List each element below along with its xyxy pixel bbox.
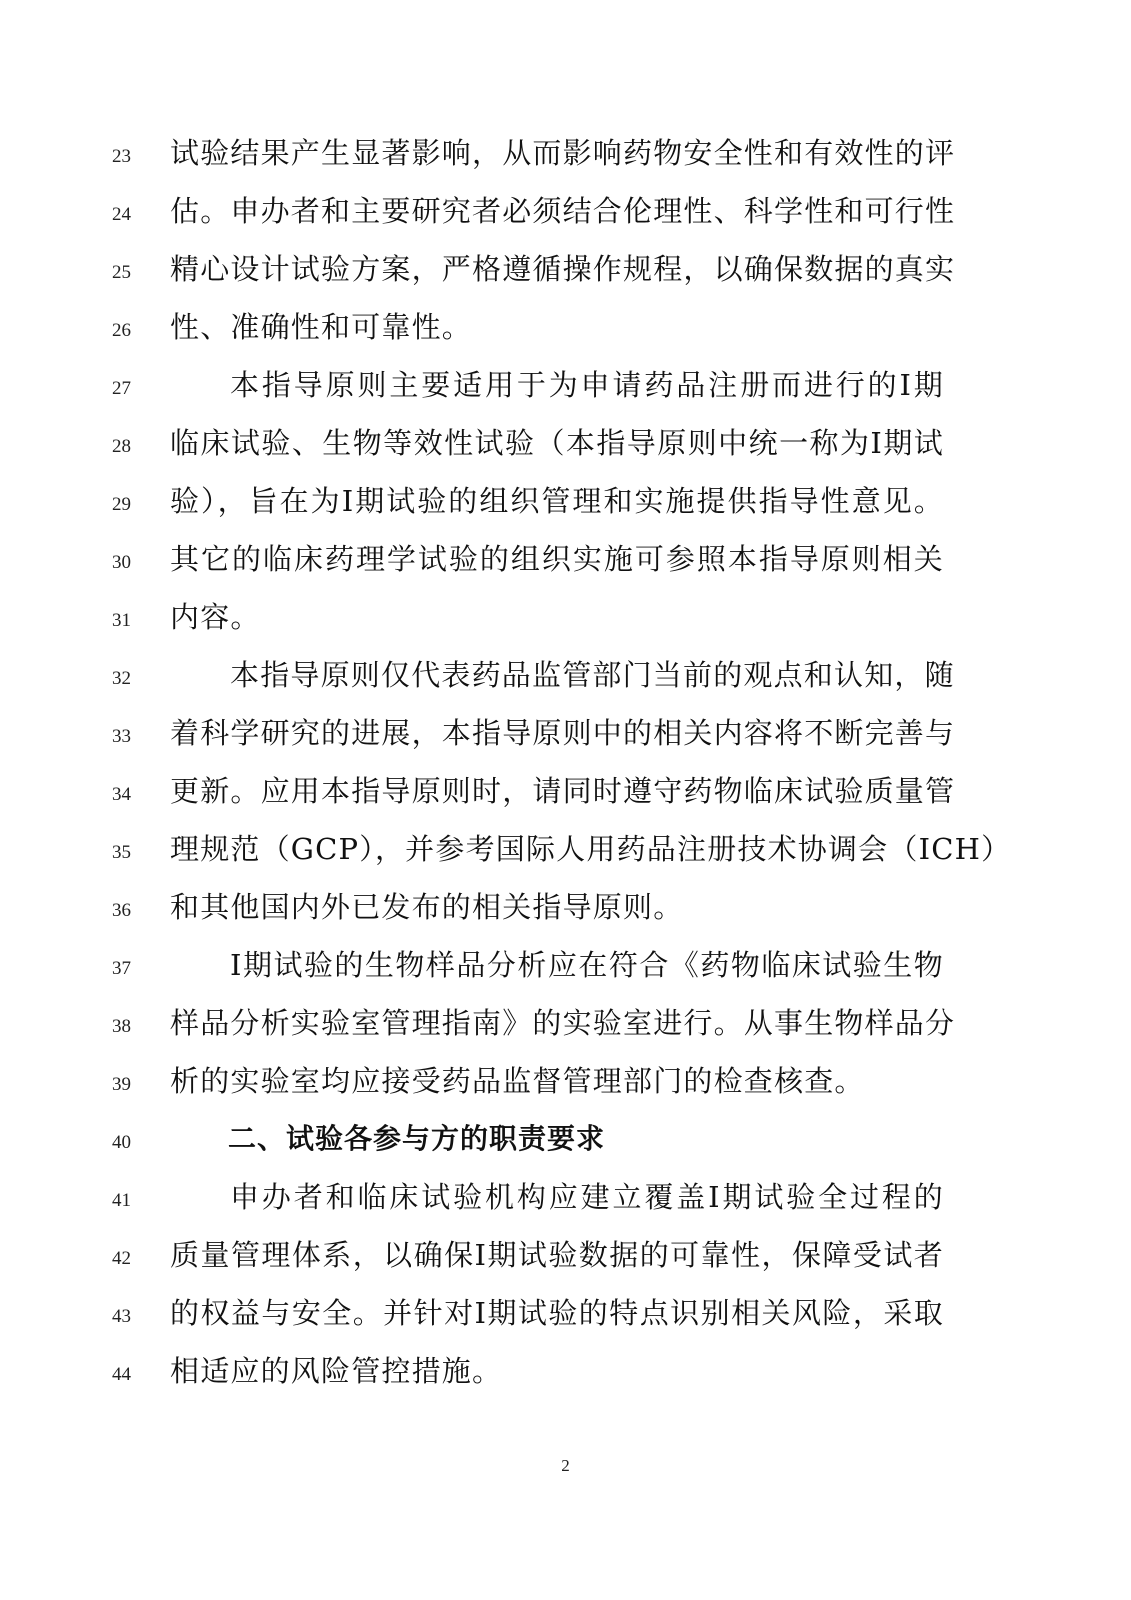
line-number: 44 [112,1364,131,1385]
line-number: 31 [112,610,131,631]
line-text: 精心设计试验方案，严格遵循操作规程，以确保数据的真实 [170,252,956,286]
text-line [0,821,1131,879]
text-line [0,705,1131,763]
section-heading: 二、试验各参与方的职责要求 [228,1122,606,1155]
text-line [0,937,1131,995]
line-number: 29 [112,494,131,515]
page-number: 2 [561,1456,570,1475]
line-number: 40 [112,1132,131,1153]
line-text: 估。申办者和主要研究者必须结合伦理性、科学性和可行性 [170,194,956,228]
text-line [0,1227,1131,1285]
line-text: 本指导原则主要适用于为申请药品注册而进行的Ⅰ期 [230,368,944,402]
line-number: 23 [112,146,131,167]
line-number: 39 [112,1074,131,1095]
line-text: 更新。应用本指导原则时，请同时遵守药物临床试验质量管 [170,774,956,808]
text-line [0,1169,1131,1227]
text-line [0,1343,1131,1401]
line-number: 41 [112,1190,131,1211]
text-line [0,357,1131,415]
line-number: 25 [112,262,131,283]
text-line [0,647,1131,705]
text-line [0,299,1131,357]
line-text: 内容。 [170,600,261,634]
text-line [0,1285,1131,1343]
line-number: 36 [112,900,131,921]
line-number: 32 [112,668,131,689]
line-number: 35 [112,842,131,863]
section-heading-line [0,1111,1131,1169]
line-number: 28 [112,436,131,457]
line-text: Ⅰ期试验的生物样品分析应在符合《药物临床试验生物 [230,948,944,982]
line-number: 24 [112,204,131,225]
line-number: 33 [112,726,131,747]
text-line [0,1053,1131,1111]
line-text: 验），旨在为Ⅰ期试验的组织管理和实施提供指导性意见。 [170,484,944,518]
text-line [0,183,1131,241]
text-line [0,763,1131,821]
line-text: 试验结果产生显著影响，从而影响药物安全性和有效性的评 [170,136,956,170]
text-line [0,473,1131,531]
text-line [0,241,1131,299]
line-text: 和其他国内外已发布的相关指导原则。 [170,890,684,924]
line-text: 性、准确性和可靠性。 [170,310,473,344]
text-line [0,995,1131,1053]
line-text: 临床试验、生物等效性试验（本指导原则中统一称为Ⅰ期试 [170,426,944,460]
line-text: 申办者和临床试验机构应建立覆盖Ⅰ期试验全过程的 [230,1180,944,1214]
text-line [0,879,1131,937]
line-number: 34 [112,784,131,805]
line-number: 37 [112,958,131,979]
line-number: 27 [112,378,131,399]
line-text: 理规范（GCP），并参考国际人用药品注册技术协调会（ICH） [170,832,1012,866]
line-text: 着科学研究的进展，本指导原则中的相关内容将不断完善与 [170,716,956,750]
line-text: 质量管理体系，以确保Ⅰ期试验数据的可靠性，保障受试者 [170,1238,944,1272]
line-text: 的权益与安全。并针对Ⅰ期试验的特点识别相关风险，采取 [170,1296,944,1330]
line-text: 样品分析实验室管理指南》的实验室进行。从事生物样品分 [170,1006,956,1040]
line-number: 30 [112,552,131,573]
line-text: 析的实验室均应接受药品监督管理部门的检查核查。 [170,1064,865,1098]
line-text: 相适应的风险管控措施。 [170,1354,503,1388]
text-line [0,589,1131,647]
line-number: 42 [112,1248,131,1269]
line-number: 38 [112,1016,131,1037]
line-number: 26 [112,320,131,341]
text-line [0,415,1131,473]
line-text: 其它的临床药理学试验的组织实施可参照本指导原则相关 [170,542,944,576]
text-line [0,531,1131,589]
line-number: 43 [112,1306,131,1327]
line-text: 本指导原则仅代表药品监管部门当前的观点和认知，随 [230,658,955,692]
text-line [0,125,1131,183]
